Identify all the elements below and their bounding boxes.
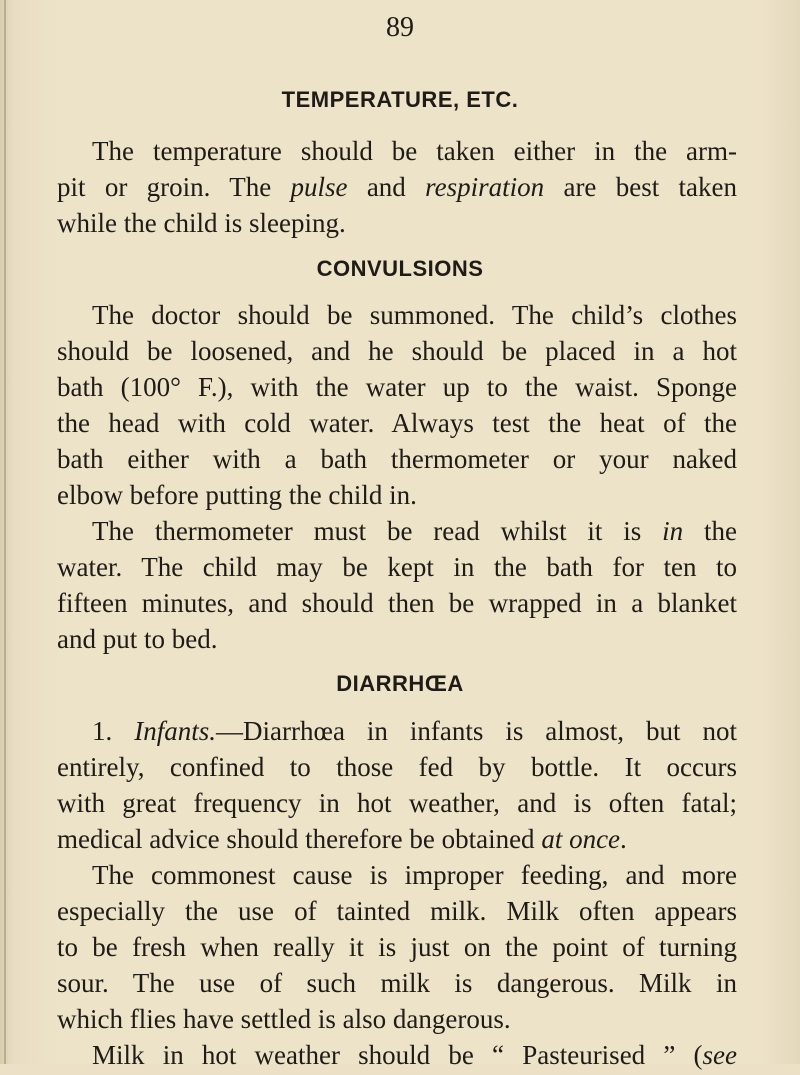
text-line: to be fresh when really it is just on the point of turning — [57, 932, 737, 962]
text-line: pit or groin. The pulse and respiration are best taken — [57, 172, 738, 202]
text-line: bath either with a bath thermometer or your naked — [57, 444, 737, 474]
page-gutter — [4, 0, 6, 1064]
text-line: should be loosened, and he should be placed in a hot — [57, 336, 737, 366]
text-line: fifteen minutes, and should then be wrapped in a blanket — [57, 588, 737, 618]
text-line: medical advice should therefore be obtained at once. — [57, 824, 627, 854]
text-line: while the child is sleeping. — [57, 208, 346, 238]
text-line: the head with cold water. Always test the heat of the — [57, 408, 737, 438]
heading-diarrhoea: DIARRHŒA — [336, 671, 464, 696]
text-line: sour. The use of such milk is dangerous. Milk in — [57, 968, 737, 998]
page-number: 89 — [386, 12, 414, 43]
text-line: elbow before putting the child in. — [57, 480, 417, 510]
text-line: bath (100° F.), with the water up to the waist. Sponge — [57, 372, 737, 402]
text-line: The temperature should be taken either in the arm- — [92, 136, 737, 166]
text-line: and put to bed. — [57, 624, 218, 654]
text-line: 1. Infants.—Diarrhœa in infants is almost, but not — [92, 716, 737, 746]
heading-convulsions: CONVULSIONS — [316, 256, 484, 281]
text-line: entirely, confined to those fed by bottle. It occurs — [57, 752, 737, 782]
heading-temperature: TEMPERATURE, ETC. — [281, 87, 519, 112]
text-line: especially the use of tainted milk. Milk often appears — [57, 896, 737, 926]
text-line: which flies have settled is also dangerous. — [57, 1004, 511, 1034]
text-line: water. The child may be kept in the bath for ten to — [57, 552, 737, 582]
text-line: The commonest cause is improper feeding, and more — [92, 860, 737, 890]
text-line: with great frequency in hot weather, and is often fatal; — [57, 788, 737, 818]
text-line: The thermometer must be read whilst it is in the — [92, 516, 737, 546]
text-line: The doctor should be summoned. The child’s clothes — [92, 300, 737, 330]
text-line: Milk in hot weather should be “ Pasteurised ” (see — [92, 1040, 737, 1070]
